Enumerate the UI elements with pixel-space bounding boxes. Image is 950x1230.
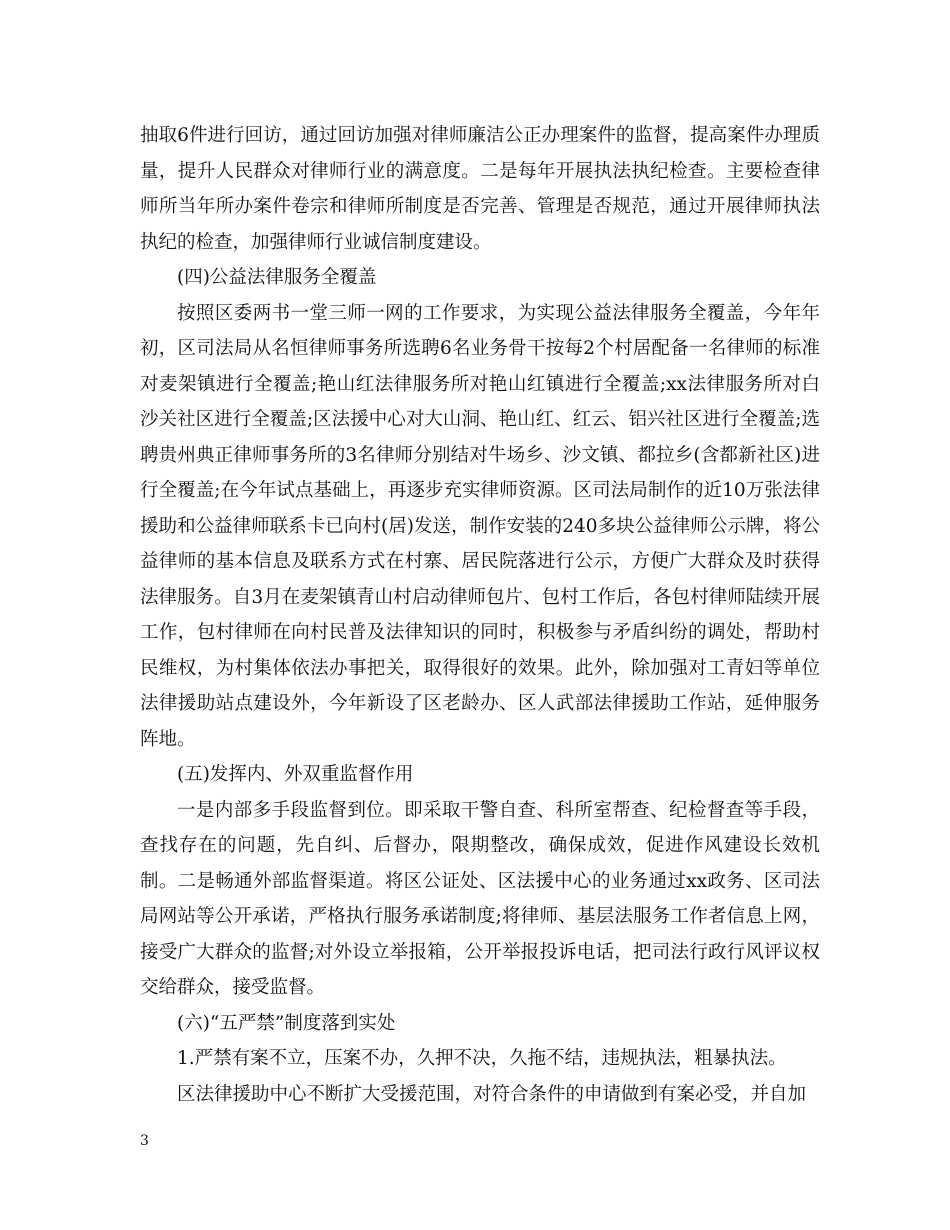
page-number: 3 (140, 1133, 149, 1149)
paragraph: (五)发挥内、外双重监督作用 (177, 764, 414, 785)
paragraph: 按照区委两书一堂三师一网的工作要求，为实现公益法律服务全覆盖，今年年初，区司法局从名恒律师事务所选聘6名业务骨干按每2个村居配备一名律师的标准对麦架镇进行全覆盖;艳山红法律服务所对艳山红镇进行全覆盖;xx法律服务所对白沙关社区进行全覆盖;区法援中心对大山洞、艳山红、红云、铝兴社区进行全覆盖;选聘贵州典正律师事务所的3名律师分别结对牛场乡、沙文镇、都拉乡(含都新社区)进行全覆盖;在今年试点基础上，再逐步充实律师资源。区司法局制作的近10万张法律援助和公益律师联系卡已向村(居)发送，制作安装的240多块公益律师公示牌，将公益律师的基本信息及联系方式在村寨、居民院落进行公示，方便广大群众及时获得法律服务。自3月在麦架镇青山村启动律师包片、包村工作后，各包村律师陆续开展工作，包村律师在向村民普及法律知识的同时，积极参与矛盾纠纷的调处，帮助村民维权，为村集体依法办事把关，取得很好的效果。此外，除加强对工青妇等单位法律援助站点建设外，今年新设了区老龄办、区人武部法律援助工作站，延伸服务阵地。 (140, 302, 820, 750)
paragraph: (六)“五严禁”制度落到实处 (177, 1012, 396, 1034)
paragraph: (四)公益法律服务全覆盖 (177, 267, 377, 288)
paragraph: 抽取6件进行回访，通过回访加强对律师廉洁公正办理案件的监督，提高案件办理质量，提升人民群众对律师行业的满意度。二是每年开展执法执纪检查。主要检查律师所当年所办案件卷宗和律师所制度是否完善、管理是否规范，通过开展律师执法执纪的检查，加强律师行业诚信制度建设。 (140, 125, 820, 253)
document-body (140, 118, 820, 1112)
paragraph: 1.严禁有案不立，压案不办，久押不决，久拖不结，违规执法，粗暴执法。 (177, 1048, 787, 1069)
paragraph: 区法律援助中心不断扩大受援范围，对符合条件的申请做到有案必受，并自加 (177, 1083, 807, 1105)
paragraph: 一是内部多手段监督到位。即采取干警自查、科所室帮查、纪检督查等手段，查找存在的问题，先自纠、后督办，限期整改，确保成效，促进作风建设长效机制。二是畅通外部监督渠道。将区公证处、区法援中心的业务通过xx政务、区司法局网站等公开承诺，严格执行服务承诺制度;将律师、基层法服务工作者信息上网，接受广大群众的监督;对外设立举报箱，公开举报投诉电话，把司法行政行风评议权交给群众，接受监督。 (140, 799, 820, 998)
